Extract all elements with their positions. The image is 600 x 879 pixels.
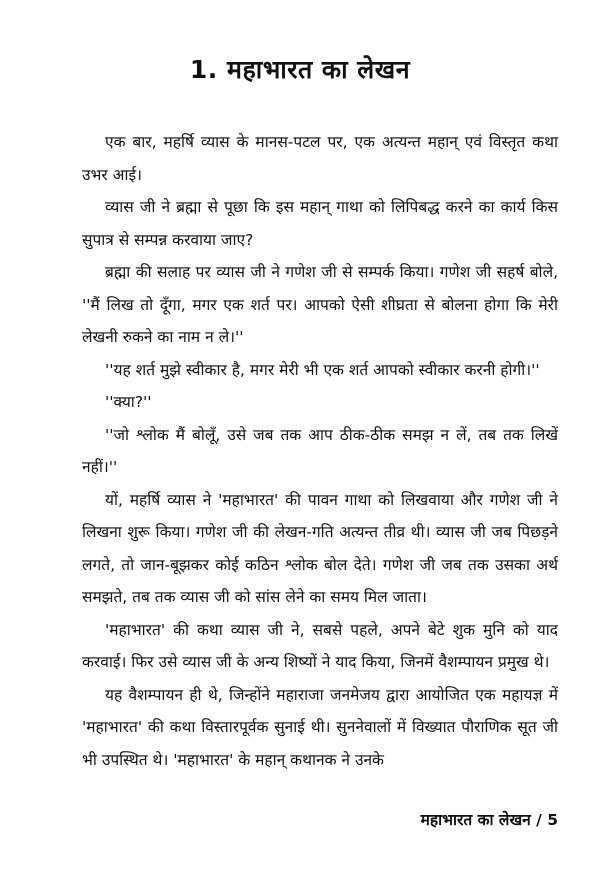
paragraph: ''जो श्लोक मैं बोलूँ, उसे जब तक आप ठीक-ठीक समझ न लें, तब तक लिखें नहीं।''	[82, 425, 558, 476]
running-footer	[421, 808, 558, 830]
running-title: महाभारत का लेखन	[420, 811, 531, 829]
paragraph: व्यास जी ने ब्रह्मा से पूछा कि इस महान् गाथा को लिपिबद्ध करने का कार्य किस सुपात्र से सम्पन्न करवाया जाए?	[82, 198, 558, 249]
paragraph: ''क्या?''	[105, 393, 152, 411]
paragraph: ब्रह्मा की सलाह पर व्यास जी ने गणेश जी से सम्पर्क किया। गणेश जी सहर्ष बोले, ''मैं लिख तो दूँगा, मगर एक शर्त पर। आपको ऐसी शीघ्रता से बोलना होगा कि मेरी लेखनी रुकने का नाम न ले।''	[82, 263, 558, 346]
paragraph: 'महाभारत' की कथा व्यास जी ने, सबसे पहले, अपने बेटे शुक मुनि को याद करवाई। फिर उसे व्यास जी के अन्य शिष्यों ने याद किया, जिनमें वैशम्पायन प्रमुख थे।	[82, 620, 558, 671]
page-number: 5	[547, 811, 558, 829]
paragraph: ''यह शर्त मुझे स्वीकार है, मगर मेरी भी एक शर्त आपको स्वीकार करनी होगी।''	[105, 360, 540, 379]
paragraph: एक बार, महर्षि व्यास के मानस-पटल पर, एक अत्यन्त महान् एवं विस्तृत कथा उभर आई।	[82, 133, 558, 184]
body-text	[82, 126, 558, 776]
paragraph: यह वैशम्पायन ही थे, जिन्होंने महाराजा जनमेजय द्वारा आयोजित एक महायज्ञ में 'महाभारत' की कथा विस्तारपूर्वक सुनाई थी। सुननेवालों में विख्यात पौराणिक सूत जी भी उपस्थित थे। 'महाभारत' के महान् कथानक ने उनके	[82, 685, 558, 769]
footer-separator: /	[530, 811, 548, 829]
chapter-title: 1. महाभारत का लेखन	[189, 55, 411, 84]
paragraph: यों, महर्षि व्यास ने 'महाभारत' की पावन गाथा को लिखवाया और गणेश जी ने लिखना शुरू किया। गणेश जी की लेखन-गति अत्यन्त तीव्र थी। व्यास जी जब पिछड़ने लगते, तो जान-बूझकर कोई कठिन श्लोक बोल देते। गणेश जी जब तक उसका अर्थ समझते, तब तक व्यास जी को सांस लेने का समय मिल जाता।	[82, 490, 558, 606]
